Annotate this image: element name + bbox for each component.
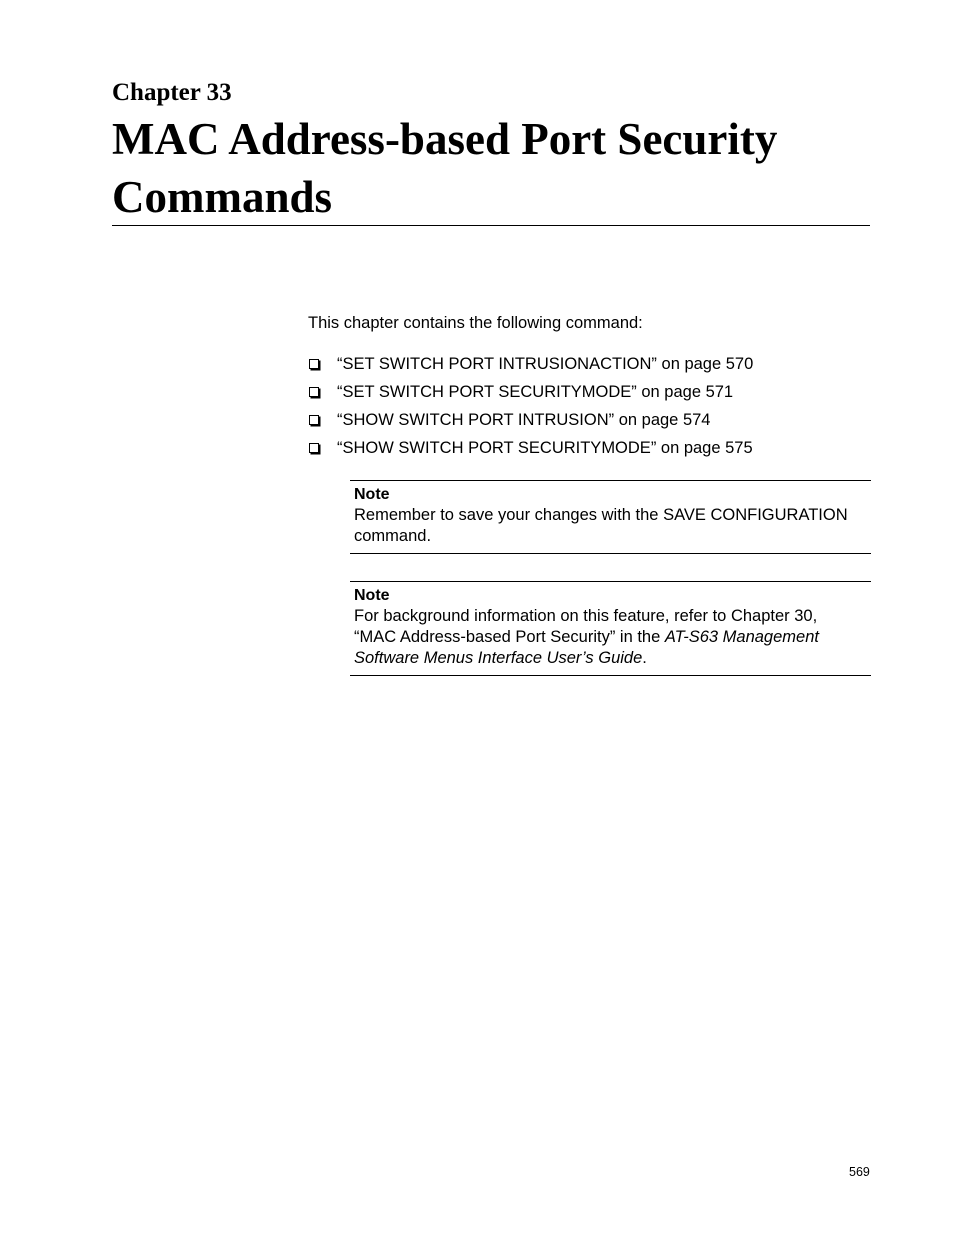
command-link[interactable]: “SHOW SWITCH PORT INTRUSION” on page 574	[337, 410, 711, 429]
page-number: 569	[849, 1165, 870, 1179]
chapter-title	[112, 110, 872, 226]
chapter-title-line-2: Commands	[112, 172, 333, 222]
note-body	[354, 606, 871, 668]
list-item[interactable]	[308, 434, 753, 462]
checkbox-bullet-icon	[309, 359, 319, 369]
note-body-text: .	[642, 648, 647, 667]
command-link[interactable]: “SET SWITCH PORT INTRUSIONACTION” on page 570	[337, 354, 754, 373]
note-body-line: command.	[354, 526, 432, 545]
chapter-label: Chapter 33	[112, 79, 232, 106]
title-divider	[112, 225, 870, 226]
checkbox-bullet-icon	[309, 443, 319, 453]
note-heading: Note	[354, 486, 390, 503]
note-save-configuration	[350, 480, 871, 554]
command-link[interactable]: “SHOW SWITCH PORT SECURITYMODE” on page 575	[337, 438, 753, 457]
checkbox-bullet-icon	[309, 415, 319, 425]
list-item[interactable]	[308, 350, 753, 378]
note-body-text: “MAC Address-based Port Security” in the	[354, 627, 665, 646]
note-body-line: Remember to save your changes with the SAVE CONFIGURATION	[354, 506, 848, 524]
checkbox-bullet-icon	[309, 387, 319, 397]
chapter-title-line-1: MAC Address-based Port Security	[112, 114, 778, 164]
list-item[interactable]	[308, 378, 753, 406]
command-link[interactable]: “SET SWITCH PORT SECURITYMODE” on page 571	[337, 382, 734, 401]
note-body-line: For background information on this feature, refer to Chapter 30,	[354, 607, 818, 625]
note-background-info	[350, 581, 871, 676]
intro-text: This chapter contains the following command:	[308, 314, 643, 332]
guide-title-reference[interactable]: AT-S63 Management	[664, 627, 819, 646]
note-heading: Note	[354, 587, 390, 604]
note-body	[354, 505, 871, 547]
list-item[interactable]	[308, 406, 753, 434]
guide-title-reference-cont[interactable]: Software Menus Interface User’s Guide	[354, 648, 643, 667]
command-list	[308, 350, 753, 462]
